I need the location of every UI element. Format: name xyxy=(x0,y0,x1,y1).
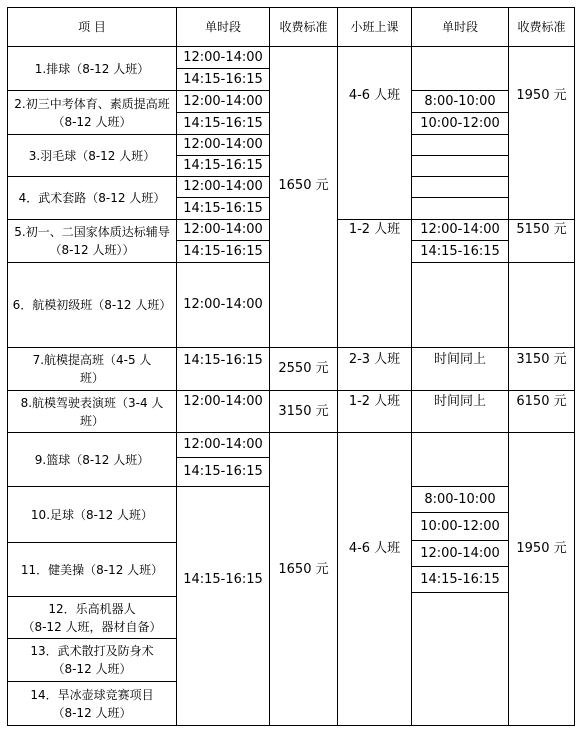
small-fee-value: 1950 元 xyxy=(516,88,567,103)
time-slot: 14:15-16:15 xyxy=(183,115,263,131)
time-slot: 14:15-16:15 xyxy=(183,200,263,216)
small-time-slot: 14:15-16:15 xyxy=(420,243,500,259)
project-aeromodel-show: 8.航模驾驶表演班（3-4 人 班） xyxy=(20,395,164,428)
small-time-slot: 10:00-12:00 xyxy=(420,518,500,534)
small-class-size: 2-3 人班 xyxy=(348,352,401,367)
time-slot: 12:00-14:00 xyxy=(183,179,263,194)
small-class-size: 4-6 人班 xyxy=(348,541,401,556)
small-time-slot: 10:00-12:00 xyxy=(420,115,500,131)
row-divider xyxy=(411,432,509,433)
project-sanda: 13．武术散打及防身术 （8-12 人班） xyxy=(30,644,154,676)
header-time-slot-2: 单时段 xyxy=(441,20,478,34)
time-slot: 14:15-16:15 xyxy=(183,352,263,368)
time-slot: 14:15-16:15 xyxy=(183,158,263,173)
project-lego-robot: 12．乐高机器人 （8-12 人班，器材自备） xyxy=(22,601,162,634)
small-class-size: 4-6 人班 xyxy=(348,88,401,103)
row-divider xyxy=(411,262,509,263)
project-pe-exam: 2.初三中考体育、素质提高班 （8-12 人班） xyxy=(14,96,170,129)
header-project: 项 目 xyxy=(78,20,106,34)
row-divider xyxy=(411,155,509,156)
project-aerobics: 11．健美操（8-12 人班） xyxy=(20,562,164,577)
project-volleyball: 1.排球（8-12 人班） xyxy=(34,61,150,76)
small-time-slot: 8:00-10:00 xyxy=(424,491,496,507)
fee-value: 3150 元 xyxy=(278,403,329,419)
table-border-right xyxy=(574,7,575,726)
small-class-size: 1-2 人班 xyxy=(348,394,401,409)
project-aeromodel-advanced: 7.航模提高班（4-5 人 班） xyxy=(32,353,152,385)
small-time-slot: 12:00-14:00 xyxy=(420,545,500,561)
time-slot: 12:00-14:00 xyxy=(183,137,263,152)
time-slot: 14:15-16:15 xyxy=(183,572,263,587)
small-time-slot: 时间同上 xyxy=(433,352,486,367)
time-slot: 14:15-16:15 xyxy=(183,243,263,259)
small-time-slot: 14:15-16:15 xyxy=(420,571,500,587)
time-slot: 12:00-14:00 xyxy=(183,93,263,109)
time-slot: 12:00-14:00 xyxy=(183,49,263,65)
small-fee-value: 3150 元 xyxy=(516,352,567,367)
row-divider xyxy=(411,176,509,177)
project-aeromodel-basic: 6．航模初级班（8-12 人班） xyxy=(12,298,172,312)
project-wushu: 4．武术套路（8-12 人班） xyxy=(18,191,166,205)
small-fee-value: 5150 元 xyxy=(516,222,567,237)
fee-value: 1650 元 xyxy=(278,562,329,577)
header-small-class: 小班上课 xyxy=(350,20,399,34)
time-slot: 12:00-14:00 xyxy=(183,437,263,452)
table-border-bottom xyxy=(7,725,575,726)
row-divider xyxy=(411,134,509,135)
project-curling: 14．旱冰壶球竞赛项目 （8-12 人班） xyxy=(30,687,154,720)
small-time-slot: 12:00-14:00 xyxy=(420,222,500,237)
header-fee: 收费标准 xyxy=(279,20,328,34)
row-divider xyxy=(508,262,575,263)
fee-value: 2550 元 xyxy=(278,361,329,376)
small-fee-value: 6150 元 xyxy=(516,394,567,409)
small-class-size: 1-2 人班 xyxy=(348,222,401,237)
time-slot: 12:00-14:00 xyxy=(183,297,263,312)
time-slot: 14:15-16:15 xyxy=(183,464,263,479)
small-fee-value: 1950 元 xyxy=(516,541,567,556)
fee-value: 1650 元 xyxy=(278,178,329,193)
small-time-slot: 8:00-10:00 xyxy=(424,93,496,109)
project-badminton: 3.羽毛球（8-12 人班） xyxy=(28,148,156,163)
row-divider xyxy=(411,197,509,198)
project-football: 10.足球（8-12 人班） xyxy=(30,507,154,522)
header-fee-2: 收费标准 xyxy=(517,20,566,34)
project-basketball: 9.篮球（8-12 人班） xyxy=(34,452,150,467)
time-slot: 14:15-16:15 xyxy=(183,71,263,87)
project-fitness: 5.初一、二国家体质达标辅导 （8-12 人班）） xyxy=(14,225,170,257)
row-divider xyxy=(411,592,509,593)
time-slot: 12:00-14:00 xyxy=(183,394,263,409)
time-slot: 12:00-14:00 xyxy=(183,222,263,237)
header-time-slot: 单时段 xyxy=(204,20,241,34)
small-time-slot: 时间同上 xyxy=(433,394,486,409)
